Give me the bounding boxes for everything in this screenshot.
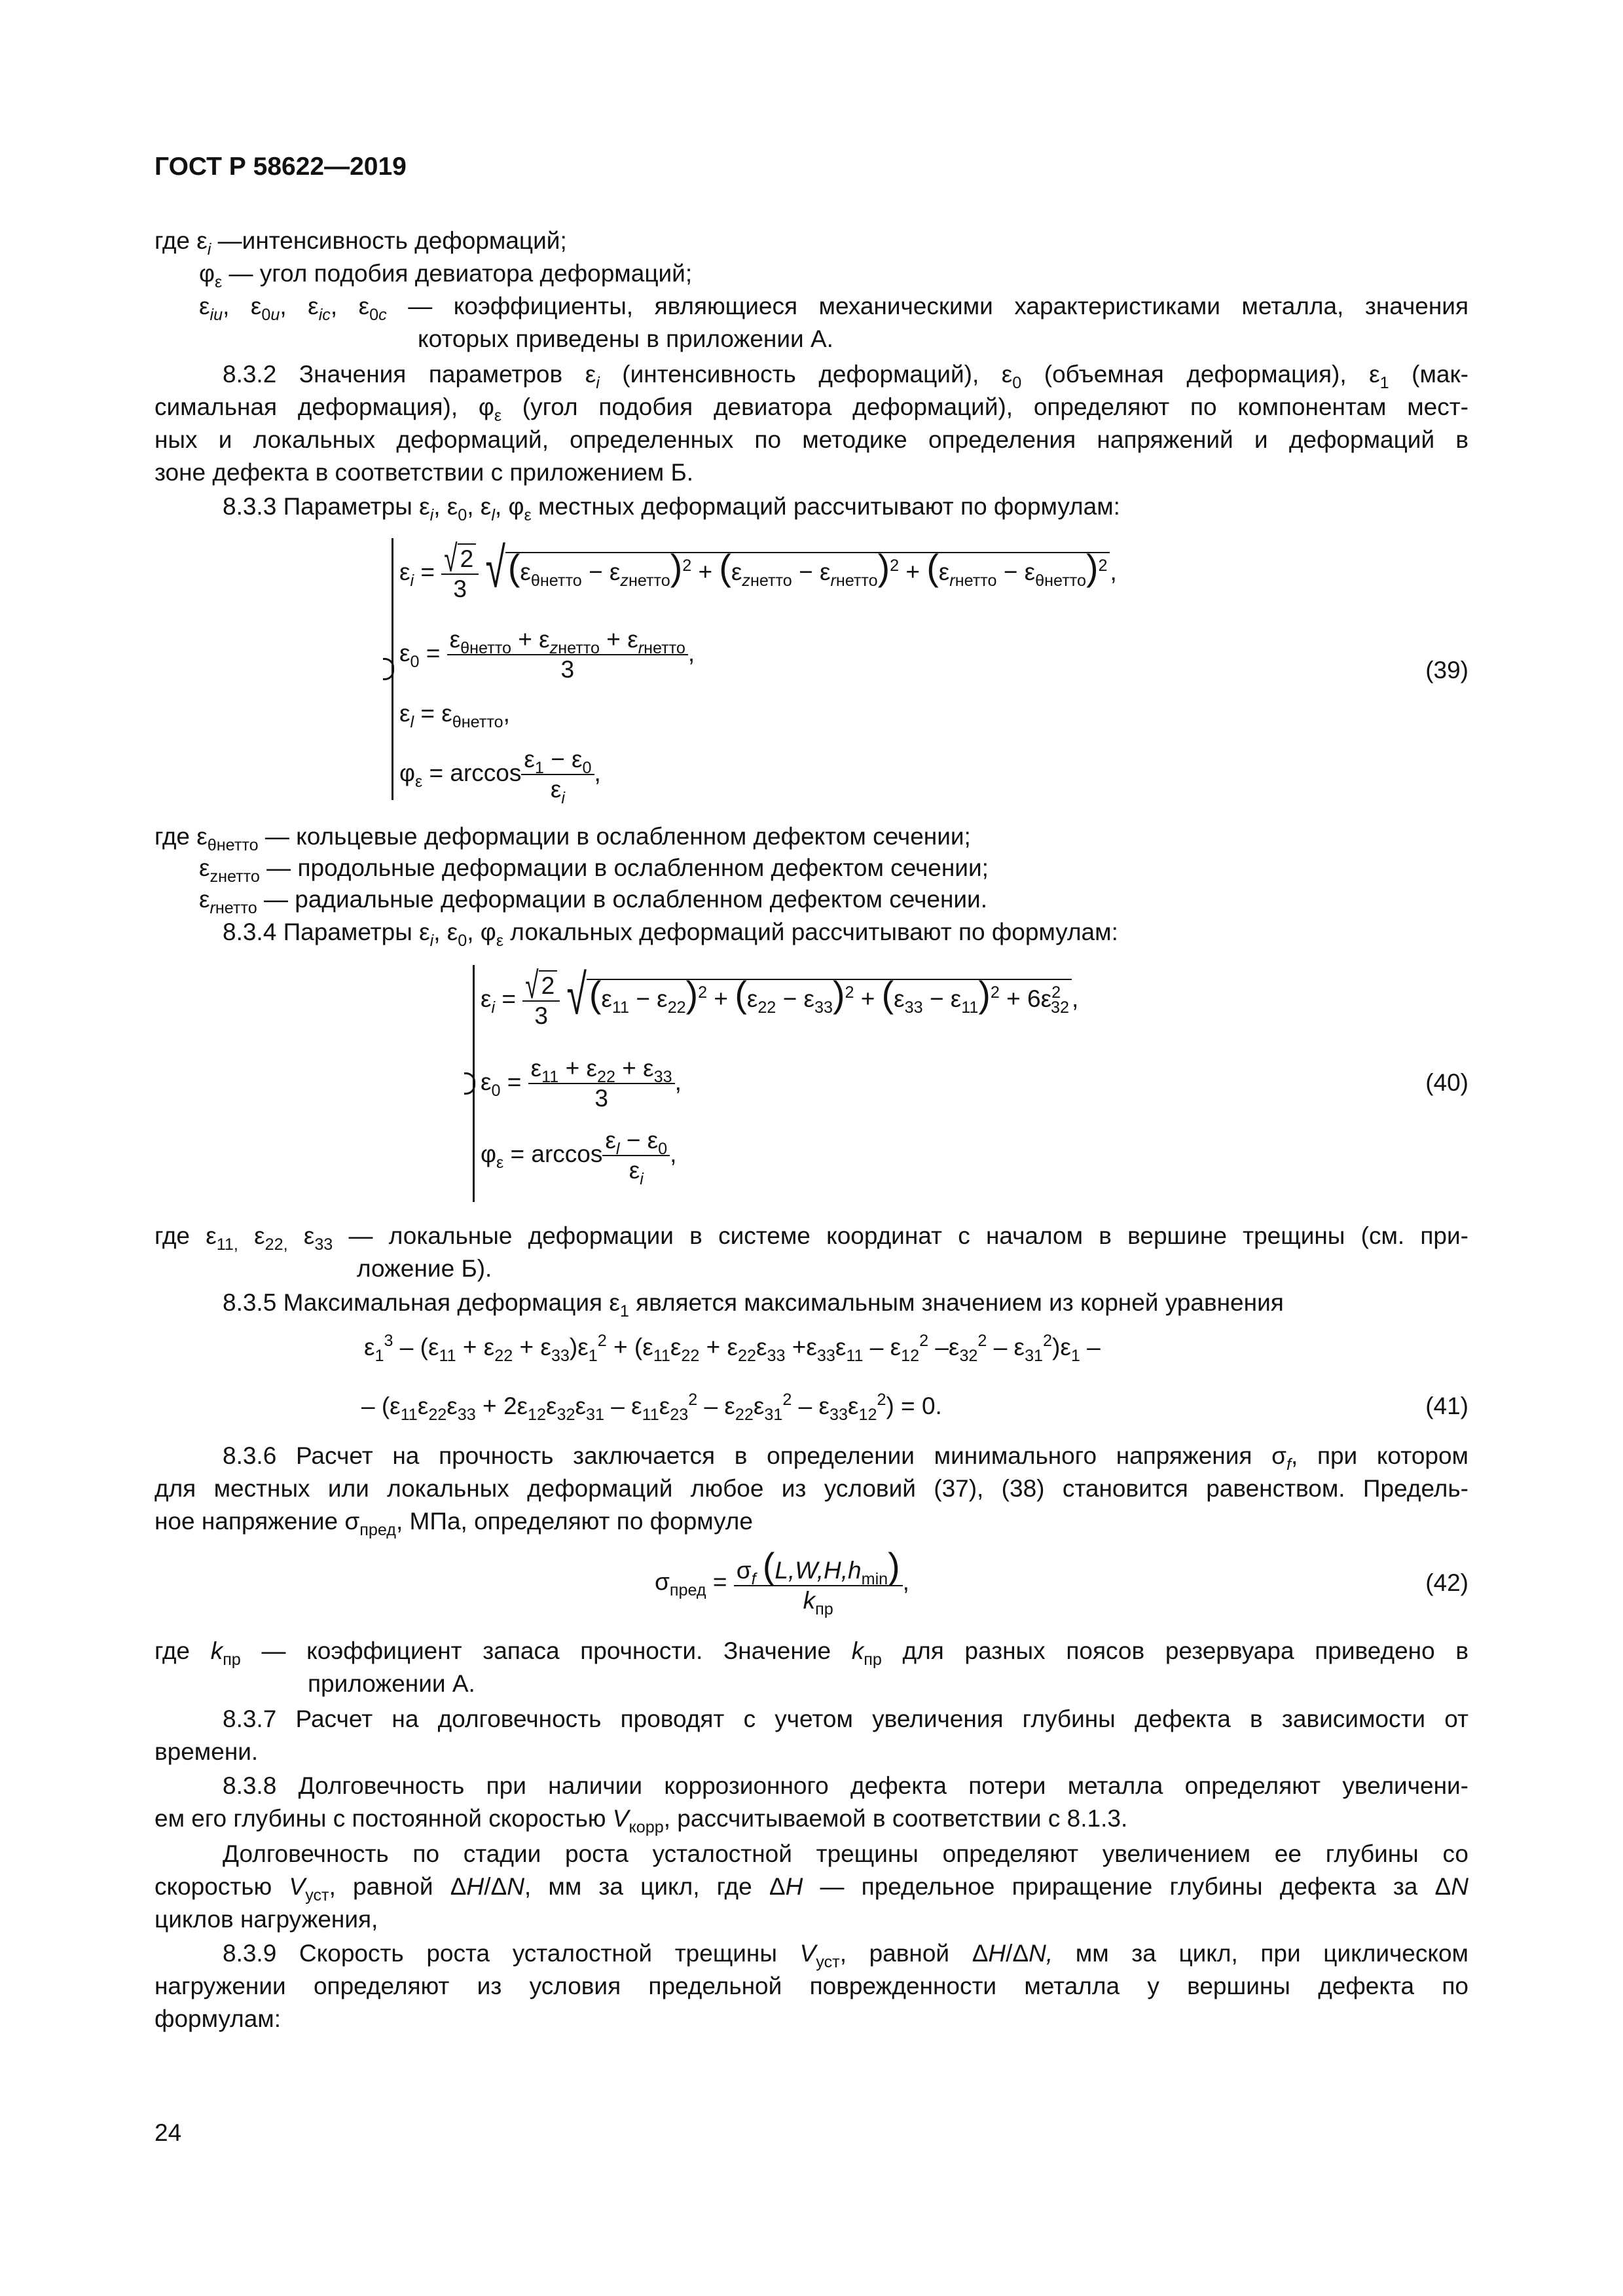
eq42-formula: $\sigma_{пред}$ = $\frac{\sigma_f (L,W,H,h_{min})}{k_{пр}}$ , xyxy=(655,1546,909,1619)
equation-number: (39) xyxy=(1425,657,1468,683)
equation-brace xyxy=(473,965,475,1202)
eq39-line-volumetric: $\varepsilon_0$ = $\frac{\varepsilon_{\theta нетто} + \varepsilon_{zнетто} + \varepsilon_{rнетто}}{3}$ , xyxy=(399,625,695,685)
def-coefficients-cont: которых приведены в приложении А. xyxy=(418,325,833,352)
def-radial-strain: $\varepsilon_{rнетто}$ — радиальные деформации в ослабленном дефектом сечении. xyxy=(199,886,987,917)
eq40-line-angle: $\varphi_\varepsilon = \arccos$ $\frac{\varepsilon_l - \varepsilon_0}{\varepsilon_i}$ , xyxy=(481,1127,677,1189)
para-8-3-7-line2: времени. xyxy=(155,1738,259,1765)
def-safety-factor-cont: приложении А. xyxy=(308,1670,475,1697)
para-8-3-9-line3: формулам: xyxy=(155,2005,282,2032)
eq41-line2: – $(\varepsilon_{11}\varepsilon_{22}\varepsilon_{33} + 2\varepsilon_{12}\varepsilon_{32}\varepsilon_{31} - \varepsilon_{11}\varepsilon_{23}^2 - \varepsilon_{22}\varepsilon_{31}^2 - \varepsilon_{33}\varepsilon_{12}^2) = 0$. xyxy=(361,1391,942,1424)
def-intensity: где $\varepsilon_i$ —интенсивность деформаций; xyxy=(155,227,567,259)
eq40-line-intensity: $\varepsilon_i$ = $\frac{√ 2}{3}$ $√(\varepsilon_{11} - \varepsilon_{22})^2 + (\varepsilon_{22} - \varepsilon_{33})^2 + (\varepsilon_{33} - \varepsilon_{11})^2 + 6\varepsilon^2_{32}$ , xyxy=(481,970,1078,1031)
para-8-3-3: 8.3.3 Параметры $\varepsilon_i$, $\varepsilon_0$, $\varepsilon_l$, $\varphi_\varepsilon$ местных деформаций рассчитывают по формулам: xyxy=(223,493,1120,524)
eq39-line-radial: $\varepsilon_l = \varepsilon_{\theta нетто}$, xyxy=(399,700,510,731)
def-local-strains: где $\varepsilon_{11,}$ $\varepsilon_{22,}$ $\varepsilon_{33}$ — локальные деформации в системе координат с началом в вершине трещины (см. при- xyxy=(155,1222,1469,1254)
para-8-3-8-line1: 8.3.8 Долговечность при наличии коррозионного дефекта потери металла определяют увеличени- xyxy=(223,1772,1468,1799)
document-header: ГОСТ Р 58622—2019 xyxy=(155,153,407,181)
def-safety-factor: где $k_{пр}$ — коэффициент запаса прочности. Значение $k_{пр}$ для разных поясов резервуара приведено в xyxy=(155,1637,1469,1669)
def-coefficients: $\varepsilon_{iu}$, $\varepsilon_{0u}$, $\varepsilon_{ic}$, $\varepsilon_{0c}$ — коэффициенты, являющиеся механическими характеристиками металла, значения xyxy=(199,293,1469,324)
def-local-strains-cont: ложение Б). xyxy=(357,1255,492,1282)
para-8-3-2-line3: ных и локальных деформаций, определенных по методике определения напряжений и деформаций в xyxy=(155,426,1468,453)
para-8-3-2-line1: 8.3.2 Значения параметров $\varepsilon_i$ (интенсивность деформаций), $\varepsilon_0$ (объемная деформация), $\varepsilon_1$ (мак- xyxy=(223,361,1468,392)
eq39-line-angle: $\varphi_\varepsilon = \arccos$ $\frac{\varepsilon_1 - \varepsilon_0}{\varepsilon_i}$ , xyxy=(399,746,601,808)
para-8-3-8-line4: скоростью $V_{уст}$, равной ΔH/ΔN, мм за цикл, где ΔH — предельное приращение глубины дефекта за ΔN xyxy=(155,1873,1468,1904)
para-8-3-8-line5: циклов нагружения, xyxy=(155,1906,378,1933)
para-8-3-5: 8.3.5 Максимальная деформация $\varepsilon_1$ является максимальным значением из корней уравнения xyxy=(223,1289,1284,1321)
eq39-line-intensity: $\varepsilon_i$ = $\frac{√ 2}{3}$ $√(\varepsilon_{\theta нетто} - \varepsilon_{zнетто})^2 + (\varepsilon_{zнетто} - \varepsilon_{rнетто})^2 + (\varepsilon_{rнетто} - \varepsilon_{\theta нетто})^2$ , xyxy=(399,543,1117,604)
para-8-3-9-line2: нагружении определяют из условия предельной поврежденности металла у вершины дефекта по xyxy=(155,1973,1468,1999)
equation-number: (42) xyxy=(1425,1569,1468,1596)
def-hoop-strain: где $\varepsilon_{\theta нетто}$ — кольцевые деформации в ослабленном дефектом сечении; xyxy=(155,823,971,854)
def-similarity-angle: $\varphi_\varepsilon$ — угол подобия девиатора деформаций; xyxy=(199,260,693,291)
para-8-3-2-line2: симальная деформация), $\varphi_\varepsilon$ (угол подобия девиатора деформаций), определяют по компонентам мест- xyxy=(155,393,1469,425)
equation-brace xyxy=(392,538,393,800)
eq40-line-volumetric: $\varepsilon_0$ = $\frac{\varepsilon_{11} + \varepsilon_{22} + \varepsilon_{33}}{3}$ , xyxy=(481,1054,682,1114)
def-axial-strain: $\varepsilon_{zнетто}$ — продольные деформации в ослабленном дефектом сечении; xyxy=(199,854,989,886)
equation-number: (41) xyxy=(1425,1393,1468,1419)
para-8-3-8-line2: ем его глубины с постоянной скоростью $V_{корр}$, рассчитываемой в соответствии с 8.1.3. xyxy=(155,1805,1128,1836)
page-number: 24 xyxy=(155,2119,182,2146)
para-8-3-9-line1: 8.3.9 Скорость роста усталостной трещины $V_{уст}$, равной ΔH/ΔN, мм за цикл, при циклическом xyxy=(223,1940,1468,1971)
para-8-3-4: 8.3.4 Параметры $\varepsilon_i$, $\varepsilon_0$, $\varphi_\varepsilon$ локальных деформаций рассчитывают по формулам: xyxy=(223,919,1118,950)
para-8-3-6-line3: ное напряжение $\sigma_{пред}$, МПа, определяют по формуле xyxy=(155,1508,753,1539)
eq41-line1: $\varepsilon_1^3 - (\varepsilon_{11} + \varepsilon_{22} + \varepsilon_{33})\varepsilon_1^2 + (\varepsilon_{11}\varepsilon_{22} + \varepsilon_{22}\varepsilon_{33} +\varepsilon_{33}\varepsilon_{11} - \varepsilon_{12}^2$ $-\varepsilon_{32}^2 - \varepsilon_{31}^2)\varepsilon_1$ – xyxy=(364,1332,1101,1365)
para-8-3-8-line3: Долговечность по стадии роста усталостной трещины определяют увеличением ее глубины со xyxy=(223,1840,1468,1867)
para-8-3-7-line1: 8.3.7 Расчет на долговечность проводят с учетом увеличения глубины дефекта в зависимости от xyxy=(223,1705,1468,1732)
equation-number: (40) xyxy=(1425,1069,1468,1096)
para-8-3-6-line2: для местных или локальных деформаций любое из условий (37), (38) становится равенством. Предель- xyxy=(155,1475,1468,1502)
para-8-3-6-line1: 8.3.6 Расчет на прочность заключается в определении минимального напряжения $\sigma_f$, при котором xyxy=(223,1442,1468,1474)
para-8-3-2-line4: зоне дефекта в соответствии с приложением Б. xyxy=(155,459,694,486)
